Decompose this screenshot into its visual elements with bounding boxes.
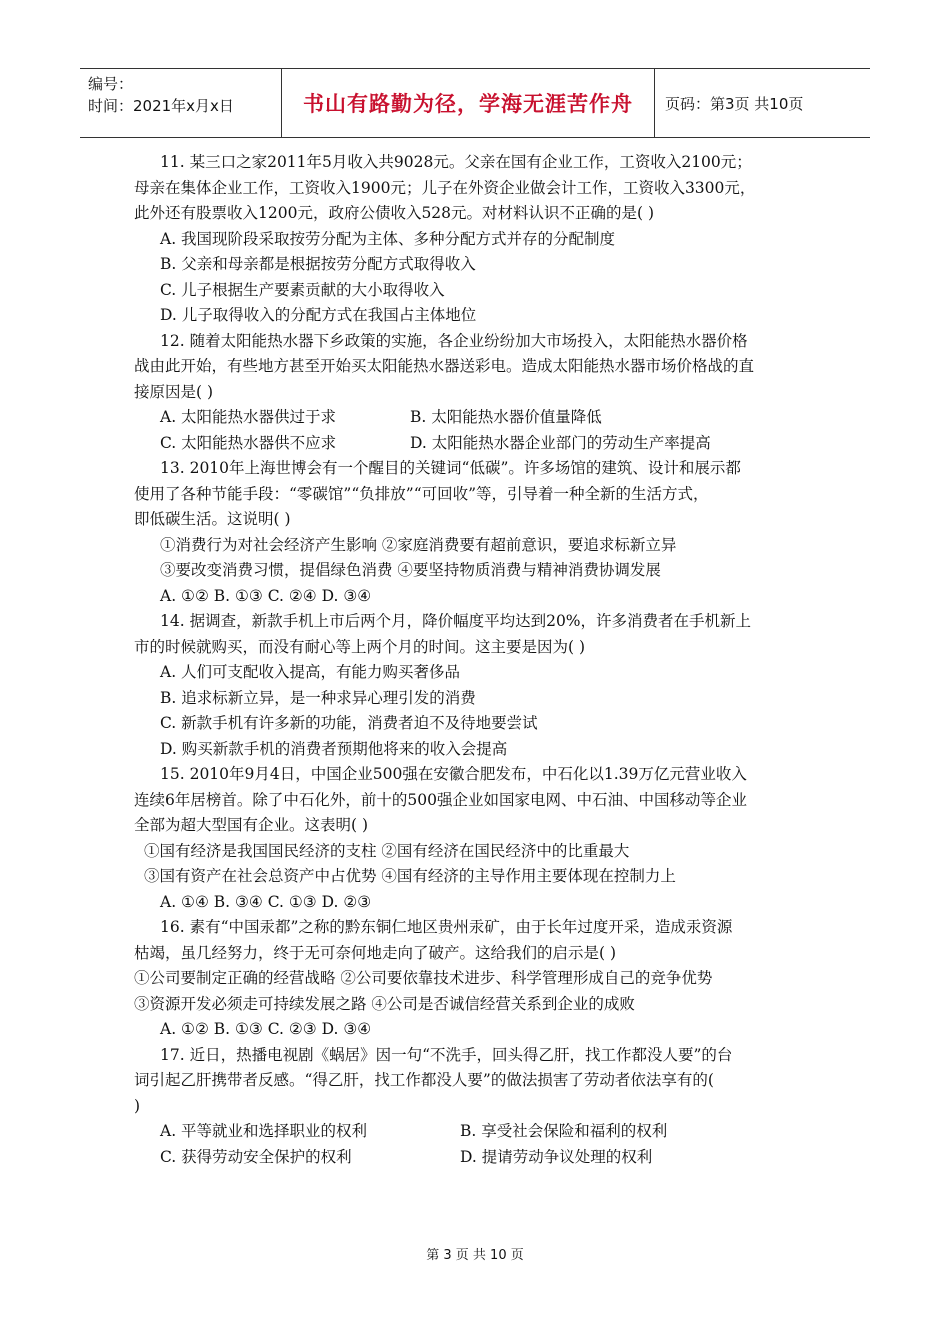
q17-stem-3: ) <box>134 1096 141 1115</box>
q13-statements-1: ①消费行为对社会经济产生影响 ②家庭消费要有超前意识，要追求标新立异 <box>160 535 677 554</box>
q15-statements-2: ③国有资产在社会总资产中占优势 ④国有经济的主导作用主要体现在控制力上 <box>144 867 676 885</box>
q16-statements-1: ①公司要制定正确的经营战略 ②公司要依靠技术进步、科学管理形成自己的竞争优势 <box>134 969 713 987</box>
header-motto: 书山有路勤为径，学海无涯苦作舟 <box>282 69 655 137</box>
header-info <box>80 69 282 137</box>
q12-stem-1: 12. 随着太阳能热水器下乡政策的实施，各企业纷纷加大市场投入，太阳能热水器价格 <box>160 331 748 350</box>
q15-stem-3: 全部为超大型国有企业。这表明( ) <box>134 816 369 834</box>
q14-stem-1: 14. 据调查，新款手机上市后两个月，降价幅度平均达到20%，许多消费者在手机新上 <box>160 612 752 630</box>
q17-option-c: C. 获得劳动安全保护的权利 <box>160 1147 352 1166</box>
q14-stem-2: 市的时候就购买，而没有耐心等上两个月的时间。这主要是因为( ) <box>134 637 586 656</box>
q13-answers: A. ①② B. ①③ C. ②④ D. ③④ <box>160 586 372 605</box>
q12-stem-2: 战由此开始，有些地方甚至开始买太阳能热水器送彩电。造成太阳能热水器市场价格战的直 <box>134 357 755 375</box>
q17-option-d: D. 提请劳动争议处理的权利 <box>460 1147 653 1166</box>
date-label: 时间：2021年x月x日 <box>88 97 234 115</box>
q14-option-c: C. 新款手机有许多新的功能，消费者迫不及待地要尝试 <box>160 714 538 732</box>
page-header <box>80 68 870 138</box>
q11-option-c: C. 儿子根据生产要素贡献的大小取得收入 <box>160 280 445 299</box>
q12-option-a: A. 太阳能热水器供过于求 <box>160 408 337 426</box>
q17-stem-2: 词引起乙肝携带者反感。“得乙肝，找工作都没人要”的做法损害了劳动者依法享有的( <box>134 1071 714 1089</box>
q12-options-row-2 <box>138 431 818 457</box>
q12-option-c: C. 太阳能热水器供不应求 <box>160 433 337 452</box>
q12-options-row-1 <box>138 405 818 431</box>
q17-options-row-1 <box>138 1119 818 1145</box>
number-label: 编号： <box>88 75 134 93</box>
q15-stem-1: 15. 2010年9月4日，中国企业500强在安徽合肥发布，中石化以1.39万亿元营业收入 <box>160 765 747 783</box>
q12-option-d: D. 太阳能热水器企业部门的劳动生产率提高 <box>410 433 711 452</box>
q14-option-a: A. 人们可支配收入提高，有能力购买奢侈品 <box>160 663 461 681</box>
q11-stem-1: 11. 某三口之家2011年5月收入共9028元。父亲在国有企业工作，工资收入2100元； <box>160 153 752 171</box>
q12-option-b: B. 太阳能热水器价值量降低 <box>410 408 602 426</box>
q14-option-d: D. 购买新款手机的消费者预期他将来的收入会提高 <box>160 739 508 758</box>
q11-option-b: B. 父亲和母亲都是根据按劳分配方式取得收入 <box>160 255 476 273</box>
q15-answers: A. ①④ B. ③④ C. ①③ D. ②③ <box>160 892 372 911</box>
header-page-label: 页码：第3页 共10页 <box>665 94 804 113</box>
q16-statements-2: ③资源开发必须走可持续发展之路 ④公司是否诚信经营关系到企业的成败 <box>134 994 635 1013</box>
q17-options-row-2 <box>138 1145 818 1171</box>
q12-stem-3: 接原因是( ) <box>134 382 214 401</box>
q16-stem-1: 16. 素有“中国汞都”之称的黔东铜仁地区贵州汞矿，由于长年过度开采，造成汞资源 <box>160 918 733 936</box>
q17-option-a: A. 平等就业和选择职业的权利 <box>160 1122 368 1140</box>
q11-option-a: A. 我国现阶段采取按劳分配为主体、多种分配方式并存的分配制度 <box>160 229 616 248</box>
q14-option-b: B. 追求标新立异，是一种求异心理引发的消费 <box>160 688 476 707</box>
q11-stem-2: 母亲在集体企业工作，工资收入1900元；儿子在外资企业做会计工作，工资收入3300元， <box>134 178 756 197</box>
q16-answers: A. ①② B. ①③ C. ②③ D. ③④ <box>160 1020 372 1038</box>
q15-stem-2: 连续6年居榜首。除了中石化外，前十的500强企业如国家电网、中石油、中国移动等企业 <box>134 790 747 809</box>
q13-statements-2: ③要改变消费习惯，提倡绿色消费 ④要坚持物质消费与精神消费协调发展 <box>160 561 661 579</box>
q11-option-d: D. 儿子取得收入的分配方式在我国占主体地位 <box>160 306 477 324</box>
q13-stem-3: 即低碳生活。这说明( ) <box>134 510 291 528</box>
page-footer: 第 3 页 共 10 页 <box>426 1248 524 1263</box>
q13-stem-2: 使用了各种节能手段：“零碳馆”“负排放”“可回收”等，引导着一种全新的生活方式， <box>134 484 709 503</box>
q16-stem-2: 枯竭，虽几经努力，终于无可奈何地走向了破产。这给我们的启示是( ) <box>134 943 617 962</box>
q11-stem-3: 此外还有股票收入1200元，政府公债收入528元。对材料认识不正确的是( ) <box>134 204 655 222</box>
q13-stem-1: 13. 2010年上海世博会有一个醒目的关键词“低碳”。许多场馆的建筑、设计和展示都 <box>160 459 741 477</box>
q15-statements-1: ①国有经济是我国国民经济的支柱 ②国有经济在国民经济中的比重最大 <box>144 841 630 860</box>
q17-stem-1: 17. 近日，热播电视剧《蜗居》因一句“不洗手，回头得乙肝，找工作都没人要”的台 <box>160 1045 733 1064</box>
q17-option-b: B. 享受社会保险和福利的权利 <box>460 1122 668 1140</box>
question-content <box>134 150 818 1170</box>
